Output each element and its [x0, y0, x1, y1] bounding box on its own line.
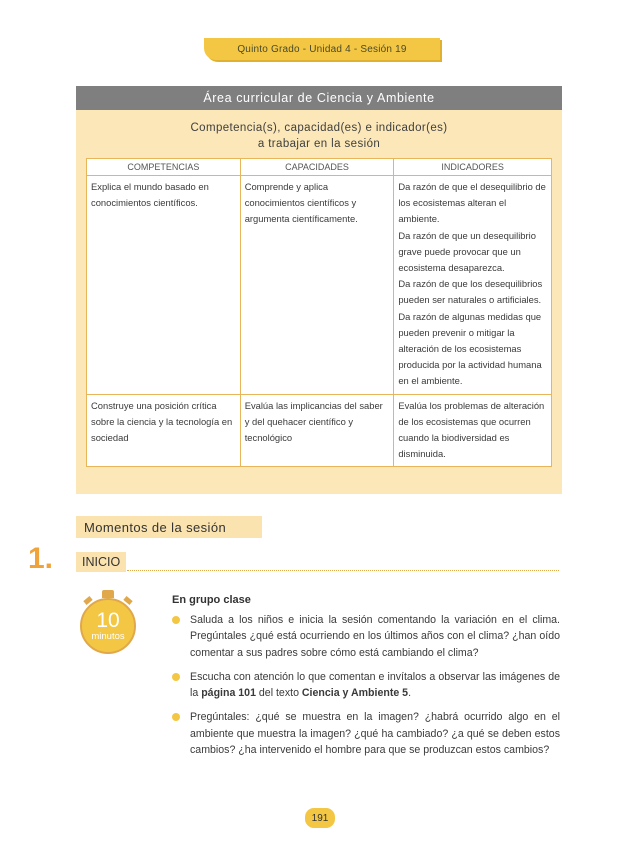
section-divider [127, 570, 559, 571]
cell-capacidad: Comprende y aplica conocimientos científicos y argumenta científicamente. [240, 176, 394, 395]
header-capacidades: CAPACIDADES [240, 159, 394, 176]
bullet-text-mid: del texto [255, 687, 302, 700]
bullet-icon [172, 713, 180, 721]
header-competencias: COMPETENCIAS [87, 159, 241, 176]
competencies-heading-line2: a trabajar en la sesión [257, 138, 381, 150]
bullet-text-bold-book: Ciencia y Ambiente 5 [301, 687, 409, 700]
session-banner [204, 38, 440, 60]
cell-capacidad: Evalúa las implicancias del saber y del quehacer científico y tecnológico [240, 394, 394, 467]
cell-competencia: Explica el mundo basado en conocimientos científicos. [87, 176, 241, 395]
bullet-icon [172, 673, 180, 681]
session-banner-text: Quinto Grado - Unidad 4 - Sesión 19 [237, 43, 407, 55]
section-number: 1. [28, 542, 54, 575]
competencies-table [86, 158, 552, 467]
duration-unit: minutos [91, 631, 125, 642]
indicator-item: Da razón de que el desequilibrio de los ecosistemas alteran el ambiente. [398, 181, 546, 225]
table-row [87, 394, 552, 467]
competencies-heading-line1: Competencia(s), capacidad(es) e indicador(es) [190, 122, 448, 134]
list-item [172, 669, 560, 702]
session-moments-heading: Momentos de la sesión [76, 516, 262, 538]
bullet-text-bold-page: página 101 [201, 687, 256, 700]
page-number: 191 [305, 808, 335, 828]
group-title: En grupo clase [172, 594, 251, 606]
stopwatch-knob [102, 590, 114, 598]
bullet-text-post: . [408, 687, 412, 700]
list-item [172, 612, 560, 661]
bullet-text: Pregúntales: ¿qué se muestra en la imagen? ¿habrá ocurrido algo en el ambiente que muestra la imagen? ¿qué ha cambiado? ¿a qué se deben estos cambios? ¿ha intervenido el hombre para que se produzcan estos cambios? [190, 711, 560, 757]
indicator-item: Da razón de que los desequilibrios pueden ser naturales o artificiales. [398, 278, 543, 306]
inicio-content [172, 594, 560, 766]
header-indicadores: INDICADORES [394, 159, 552, 176]
indicator-item: Da razón de algunas medidas que pueden prevenir o mitigar la alteración de los ecosistemas producida por la actividad humana en el ambiente. [398, 310, 542, 387]
list-item [172, 709, 560, 758]
bullet-icon [172, 616, 180, 624]
bullet-text-pre: Escucha con atención lo que comentan e invítalos a observar las imágenes de la [190, 670, 560, 700]
indicator-item: Evalúa los problemas de alteración de los ecosistemas que ocurren cuando la biodiversidad es disminuida. [398, 399, 545, 460]
stopwatch-icon [78, 590, 138, 656]
table-row [87, 176, 552, 395]
duration-value: 10 [96, 609, 120, 632]
cell-competencia: Construye una posición crítica sobre la ciencia y la tecnología en sociedad [87, 394, 241, 467]
section-label: INICIO [76, 552, 126, 572]
area-title: Área curricular de Ciencia y Ambiente [76, 86, 562, 110]
cell-indicadores [394, 176, 552, 395]
competencies-heading [76, 120, 562, 152]
bullet-text: Saluda a los niños e inicia la sesión comentando la variación en el clima. Pregúntales ¿qué está ocurriendo en los últimos años con el clima? ¿han oído comentar a sus padres sobre cómo está cambiando el clima? [190, 614, 560, 659]
cell-indicadores [394, 394, 552, 467]
stopwatch-face [80, 598, 136, 654]
table-header-row [87, 159, 552, 176]
indicator-item: Da razón de que un desequilibrio grave puede provocar que un ecosistema desaparezca. [398, 229, 536, 274]
curricular-area-box [76, 86, 562, 494]
